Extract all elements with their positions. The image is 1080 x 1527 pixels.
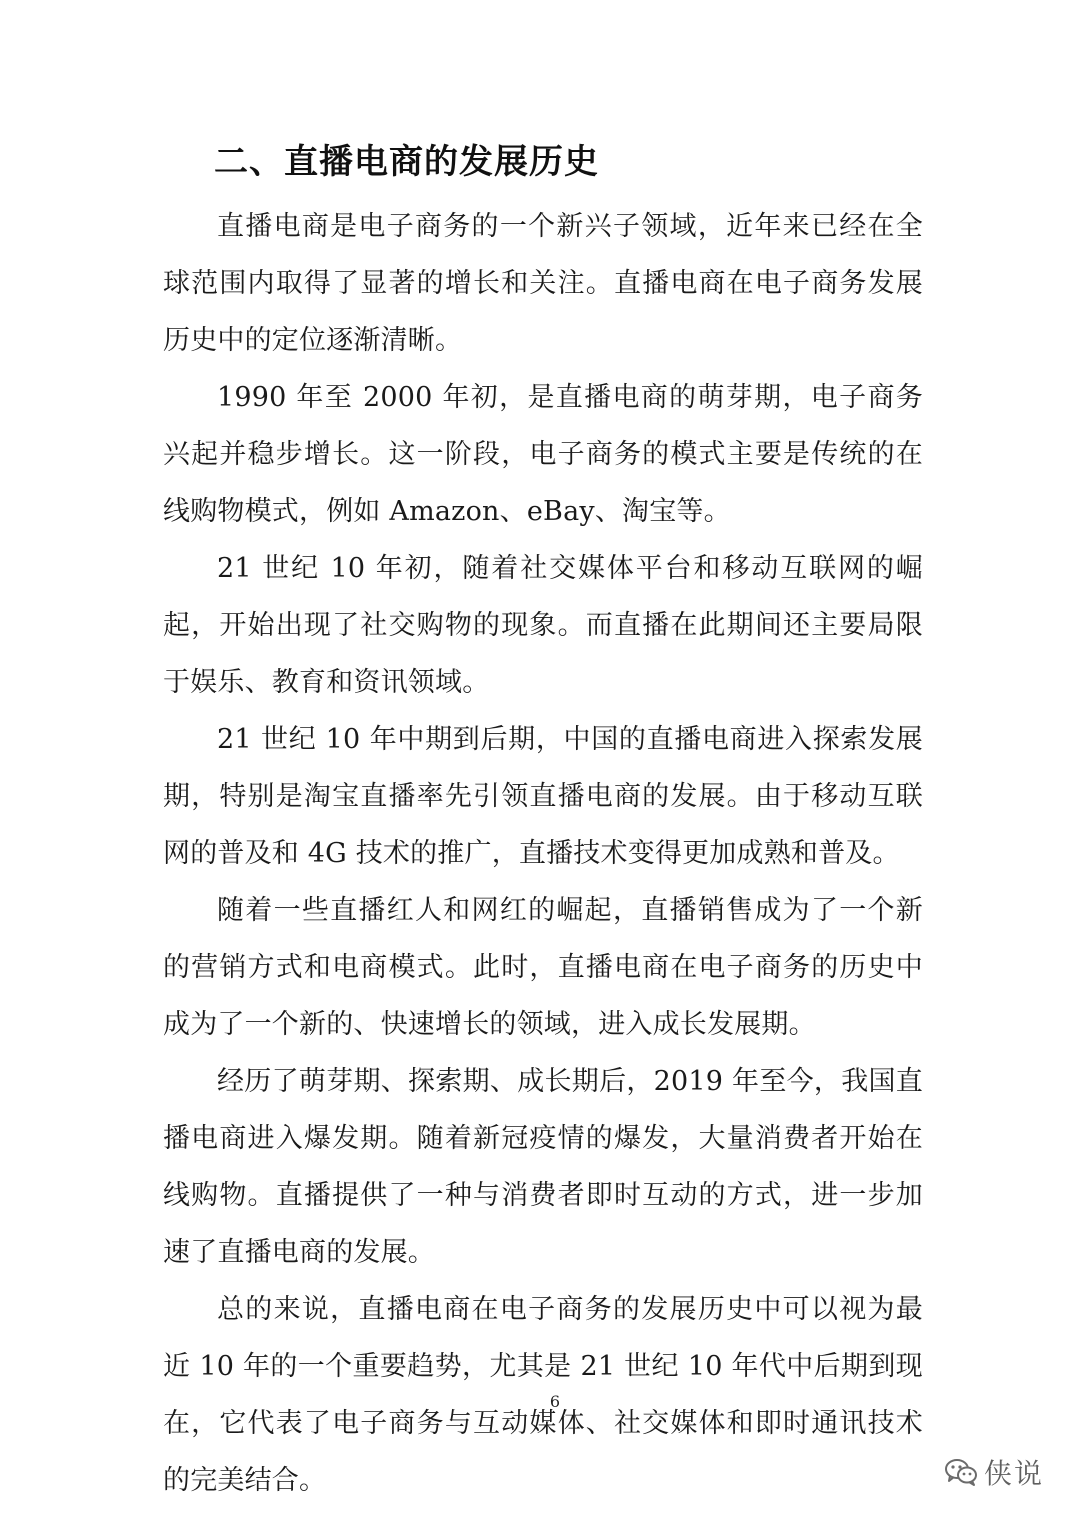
watermark: [944, 1452, 1044, 1492]
paragraph: 直播电商是电子商务的一个新兴子领域，近年来已经在全球范围内取得了显著的增长和关注。直播电商在电子商务发展历史中的定位逐渐清晰。: [163, 211, 923, 356]
paragraph: 随着一些直播红人和网红的崛起，直播销售成为了一个新的营销方式和电商模式。此时，直播电商在电子商务的历史中成为了一个新的、快速增长的领域，进入成长发展期。: [163, 895, 923, 1040]
body-text: [163, 198, 923, 1509]
paragraph: 1990 年至 2000 年初，是直播电商的萌芽期，电子商务兴起并稳步增长。这一阶段，电子商务的模式主要是传统的在线购物模式，例如 Amazon、eBay、淘宝等。: [163, 382, 923, 527]
page-number: 6: [549, 1392, 561, 1411]
paragraph: 经历了萌芽期、探索期、成长期后，2019 年至今，我国直播电商进入爆发期。随着新冠疫情的爆发，大量消费者开始在线购物。直播提供了一种与消费者即时互动的方式，进一步加速了直播电商的发展。: [163, 1066, 923, 1268]
wechat-icon: [944, 1457, 978, 1487]
watermark-text: 侠说: [983, 1457, 1044, 1490]
paragraph: 21 世纪 10 年中期到后期，中国的直播电商进入探索发展期，特别是淘宝直播率先引领直播电商的发展。由于移动互联网的普及和 4G 技术的推广，直播技术变得更加成熟和普及。: [163, 724, 923, 869]
section-heading: 二、直播电商的发展历史: [214, 142, 599, 182]
paragraph: 总的来说，直播电商在电子商务的发展历史中可以视为最近 10 年的一个重要趋势，尤其是 21 世纪 10 年代中后期到现在，它代表了电子商务与互动媒体、社交媒体和即时通讯技术的完美结合。: [163, 1294, 923, 1496]
paragraph: 21 世纪 10 年初，随着社交媒体平台和移动互联网的崛起，开始出现了社交购物的现象。而直播在此期间还主要局限于娱乐、教育和资讯领域。: [163, 553, 923, 698]
